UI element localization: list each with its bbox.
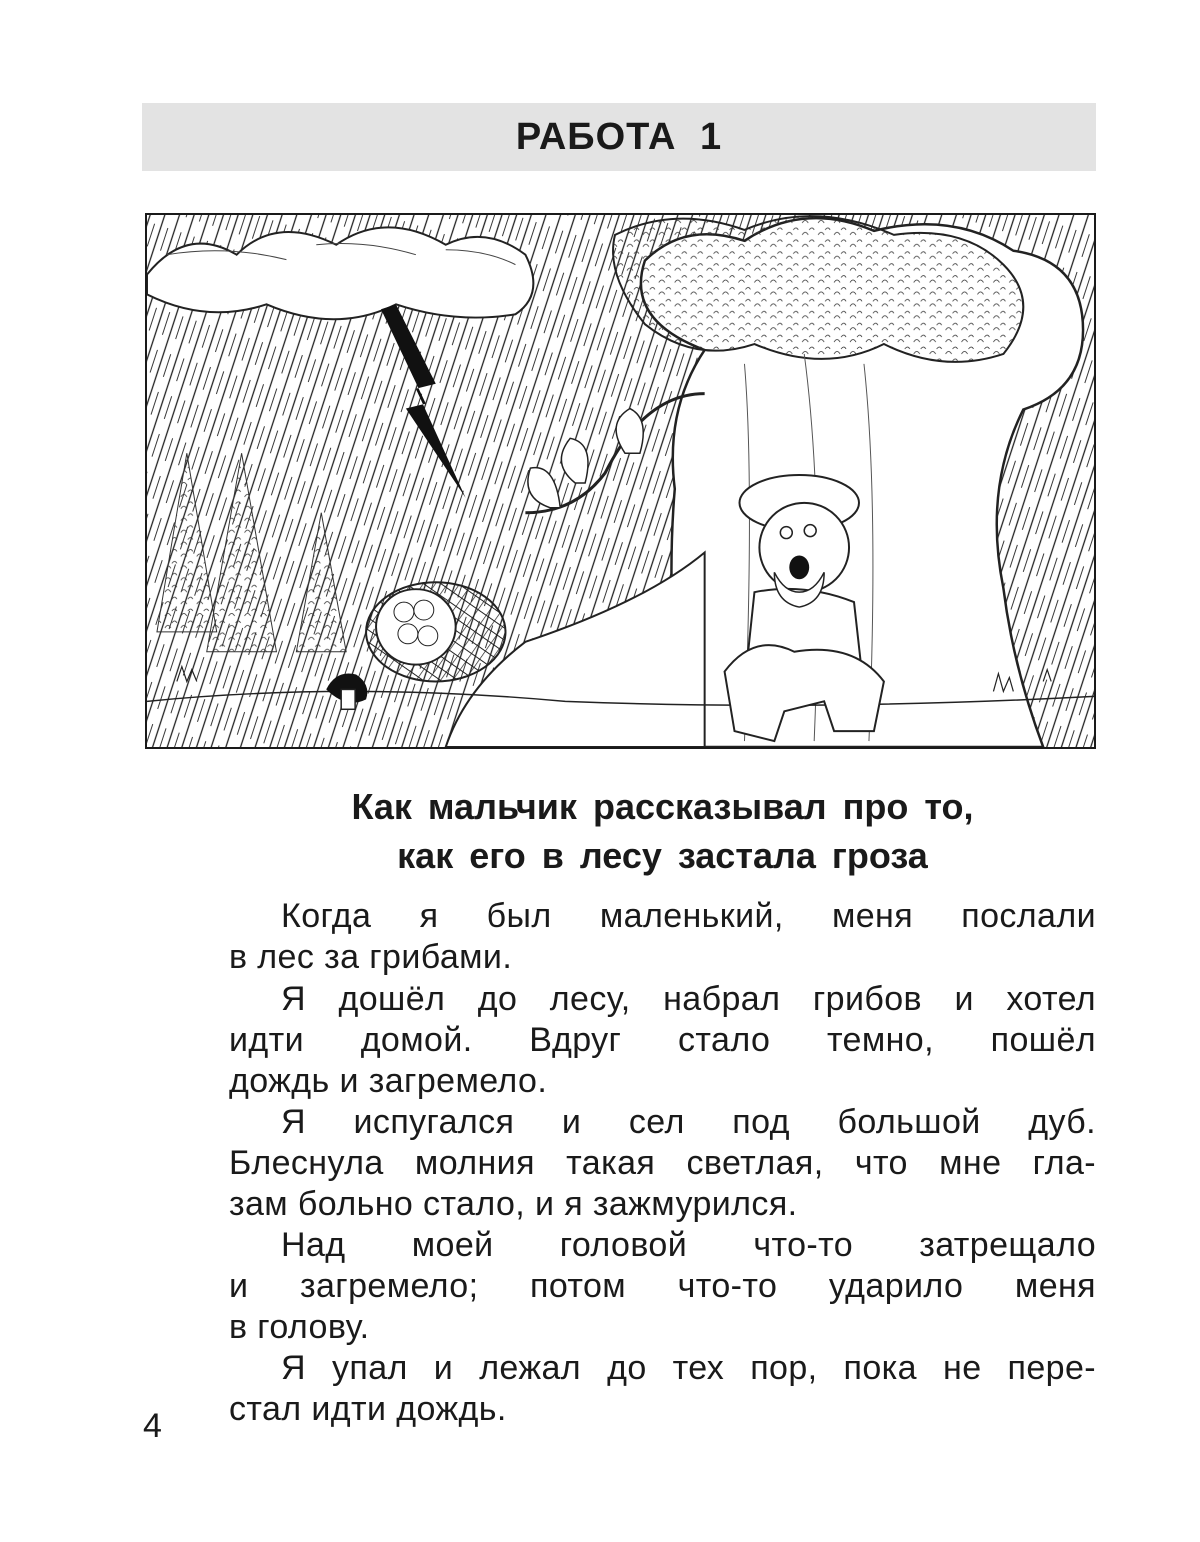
- story-line: в лес за грибами.: [229, 938, 513, 976]
- story-line: Я испугался и сел под большой дуб.: [281, 1103, 1096, 1141]
- story-line: Когда я был маленький, меня послали: [281, 897, 1096, 935]
- story-line: Я дошёл до лесу, набрал грибов и хотел: [281, 980, 1096, 1018]
- page-number: 4: [143, 1407, 162, 1445]
- story-title-line-2: как его в лесу застала гроза: [397, 835, 928, 876]
- story-line: Я упал и лежал до тех пор, пока не пере-: [281, 1349, 1096, 1387]
- work-title: РАБОТА 1: [515, 115, 723, 158]
- story-line: Над моей головой что-то затрещало: [281, 1226, 1096, 1264]
- work-header: [142, 103, 1096, 171]
- story-line: и загремело; потом что-то ударило меня: [229, 1267, 1096, 1305]
- story-line: зам больно стало, и я зажмурился.: [229, 1185, 798, 1223]
- story-line: идти домой. Вдруг стало темно, пошёл: [229, 1021, 1096, 1059]
- story-line: Блеснула молния такая светлая, что мне гла-: [229, 1144, 1096, 1182]
- story-title-line-1: Как мальчик рассказывал про то,: [351, 786, 974, 827]
- story-line: стал идти дождь.: [229, 1390, 507, 1428]
- boy-in-thunderstorm-illustration: [145, 213, 1096, 749]
- story-line: в голову.: [229, 1308, 370, 1346]
- basket-icon: [366, 582, 505, 681]
- storm-scene-icon: [147, 215, 1094, 747]
- story-line: дождь и загремело.: [229, 1062, 548, 1100]
